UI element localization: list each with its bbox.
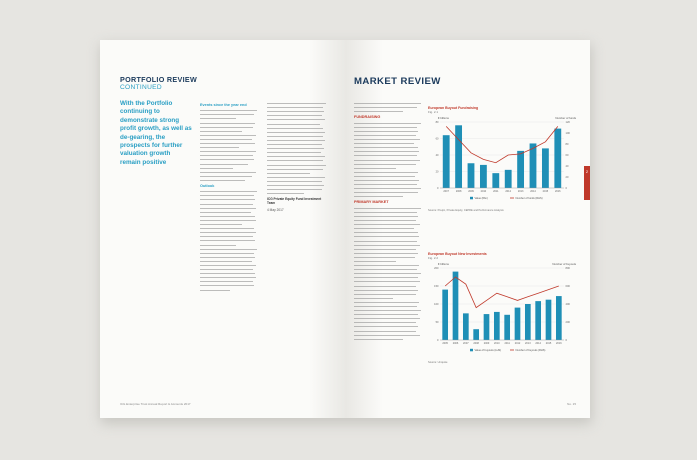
- y2-axis-label: Number of buyouts: [552, 262, 576, 266]
- legend-swatch-bars: [470, 197, 473, 200]
- chart-svg: [428, 114, 578, 204]
- y2-tick-label: 100: [565, 132, 570, 135]
- y-tick-label: 0: [437, 339, 439, 342]
- y2-axis-label: Number of funds: [555, 116, 576, 120]
- bar: [546, 300, 552, 340]
- chart-subtitle: Fig. 2.2: [428, 256, 439, 260]
- body-text: [354, 103, 424, 112]
- body-text: [200, 110, 260, 181]
- bar: [530, 143, 537, 188]
- x-tick-label: 2013: [525, 342, 531, 345]
- pull-quote: With the Portfolio continuing to demonstrate strong profit growth, as well as de-gearing, the prospects for further valuation growth remain positive: [120, 100, 192, 166]
- series-line: [445, 277, 559, 308]
- y2-tick-label: 120: [565, 121, 570, 124]
- x-tick-label: 2009: [483, 342, 490, 345]
- body-text: [200, 191, 260, 290]
- right-page: [346, 40, 590, 418]
- y-tick-label: 100: [434, 303, 439, 306]
- outlook-heading: Outlook: [200, 183, 215, 188]
- x-tick-label: 2014: [530, 190, 536, 193]
- y2-tick-label: 40: [565, 165, 569, 168]
- bar: [556, 296, 562, 340]
- chart-title: European Buyout New Investments: [428, 252, 487, 256]
- bar: [455, 125, 462, 188]
- bar: [463, 313, 469, 340]
- page-title: PORTFOLIO REVIEW: [120, 75, 198, 84]
- page-subtitle: CONTINUED: [120, 84, 162, 91]
- x-tick-label: 2012: [514, 342, 521, 345]
- bar: [443, 135, 450, 188]
- y-axis-label: € billions: [438, 116, 449, 120]
- x-tick-label: 2010: [494, 342, 500, 345]
- bar: [494, 312, 500, 340]
- bar: [473, 329, 479, 340]
- y-tick-label: 60: [435, 137, 439, 141]
- events-heading: Events since the year end: [200, 103, 247, 107]
- chart-1: [428, 106, 578, 212]
- legend-label: Value of buyouts (LHS): [474, 349, 502, 352]
- bar: [468, 163, 475, 188]
- primary-market-heading: PRIMARY MARKET: [354, 200, 389, 205]
- y2-tick-label: 200: [565, 321, 570, 324]
- x-tick-label: 2008: [473, 342, 479, 345]
- y-tick-label: 40: [435, 154, 439, 157]
- y-tick-label: 0: [437, 187, 439, 190]
- bar: [515, 308, 521, 340]
- bar: [492, 173, 499, 188]
- chart-source: Source: Preqin, Private Equity, CEPRE and Performance Analysis: [428, 209, 504, 212]
- bar: [525, 304, 531, 340]
- chart-source: Source: Unquote: [428, 361, 448, 364]
- chart-svg: [428, 260, 578, 356]
- y-tick-label: 20: [435, 170, 439, 174]
- y-tick-label: 80: [435, 121, 439, 124]
- x-tick-label: 2010: [480, 190, 487, 193]
- body-text: [354, 123, 424, 198]
- y2-tick-label: 0: [565, 339, 567, 342]
- body-text: [354, 208, 424, 340]
- signoff-date: 4 May 2017: [267, 207, 284, 212]
- page-footer: ICG Enterprise Trust Annual Report & Accounts 2017: [120, 402, 191, 406]
- y2-tick-label: 600: [565, 285, 570, 288]
- section-tab: [584, 166, 590, 200]
- y-tick-label: 50: [435, 321, 439, 324]
- y2-tick-label: 80: [565, 143, 569, 146]
- tab-number: 2: [585, 169, 589, 174]
- x-tick-label: 2009: [468, 190, 474, 193]
- y2-tick-label: 60: [565, 154, 569, 157]
- y2-tick-label: 800: [565, 267, 570, 270]
- fundraising-heading: FUNDRAISING: [354, 115, 381, 120]
- bar: [480, 165, 487, 188]
- y-axis-label: € billions: [438, 262, 449, 266]
- bar: [517, 151, 524, 188]
- bar: [504, 315, 510, 340]
- x-tick-label: 2006: [452, 342, 459, 345]
- x-tick-label: 2007: [443, 190, 449, 193]
- x-tick-label: 2008: [455, 190, 462, 193]
- bar: [505, 170, 512, 188]
- y-tick-label: 200: [434, 267, 439, 270]
- signoff-name: ICG Private Equity Fund Investment Team: [267, 197, 322, 206]
- chart-subtitle: Fig. 2.1: [428, 110, 439, 114]
- legend-label: Number of buyouts (RHS): [515, 349, 546, 352]
- page-footer: No. 15: [567, 402, 576, 406]
- x-tick-label: 2012: [505, 190, 511, 193]
- x-tick-label: 2007: [463, 342, 469, 345]
- x-tick-label: 2015: [545, 342, 552, 345]
- chart-2: [428, 252, 578, 364]
- text-column-1: [354, 100, 424, 343]
- bar: [535, 301, 541, 340]
- x-tick-label: 2016: [555, 190, 561, 193]
- y2-tick-label: 0: [565, 187, 567, 190]
- x-tick-label: 2011: [504, 342, 510, 345]
- bar: [453, 272, 459, 340]
- x-tick-label: 2016: [556, 342, 562, 345]
- x-tick-label: 2011: [493, 190, 499, 193]
- x-tick-label: 2015: [542, 190, 549, 193]
- body-text: [267, 103, 329, 194]
- page-title: MARKET REVIEW: [354, 76, 441, 87]
- y2-tick-label: 20: [565, 176, 569, 179]
- left-page: [100, 40, 346, 418]
- legend-swatch-bars: [470, 349, 473, 352]
- legend-label: Value (€bn): [474, 197, 488, 200]
- x-tick-label: 2014: [535, 342, 541, 345]
- bar: [484, 314, 490, 340]
- y-tick-label: 150: [434, 285, 439, 288]
- y2-tick-label: 400: [565, 303, 570, 306]
- legend-label: Number of funds (RHS): [515, 197, 543, 200]
- x-tick-label: 2005: [442, 342, 448, 345]
- bar: [554, 129, 561, 188]
- text-column-2: [267, 100, 329, 212]
- text-column-1: [200, 100, 260, 294]
- series-line: [446, 126, 558, 162]
- bar: [542, 148, 549, 188]
- x-tick-label: 2013: [517, 190, 524, 193]
- chart-title: European Buyout Fundraising: [428, 106, 479, 110]
- bar: [442, 290, 448, 340]
